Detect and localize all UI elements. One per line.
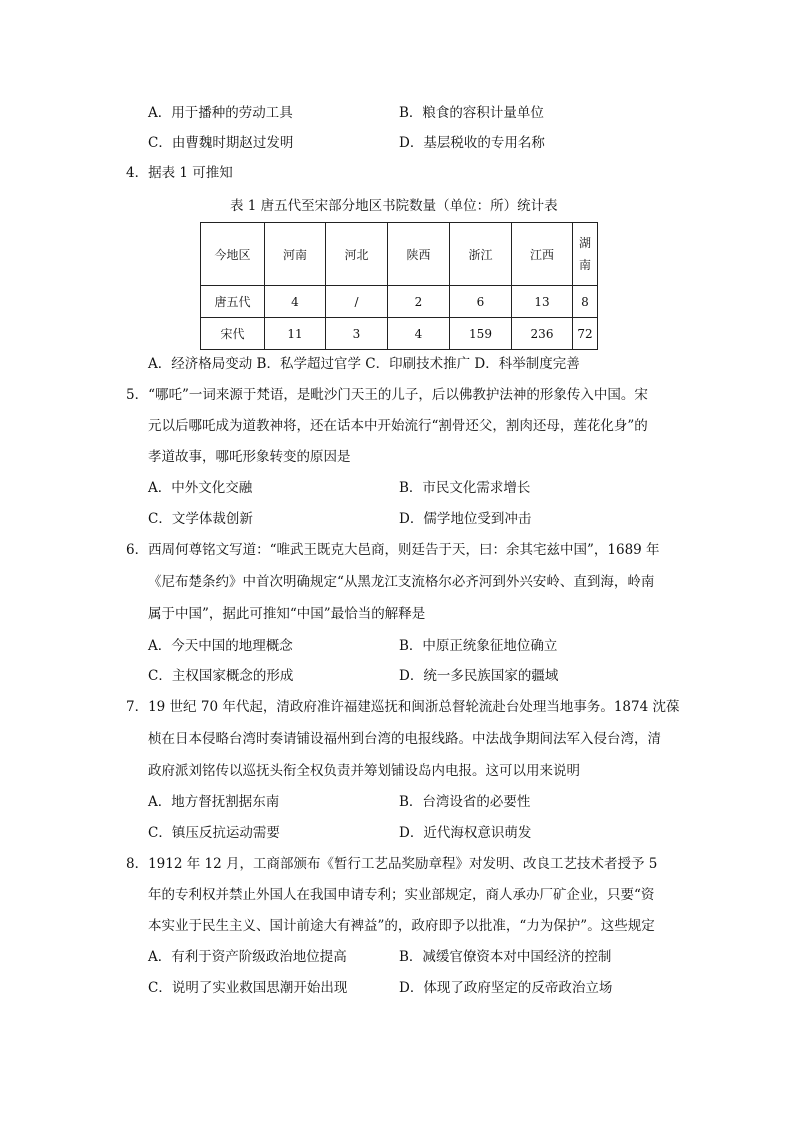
q5-option-b: B．市民文化需求增长 <box>399 480 531 496</box>
table-cell: 72 <box>573 318 598 350</box>
table-row <box>201 286 598 318</box>
q6-option-a: A．今天中国的地理概念 <box>148 638 293 654</box>
table-cell: 2 <box>388 286 450 318</box>
table-cell: 236 <box>512 318 573 350</box>
q8-stem-line: 本实业于民生主义、国计前途大有裨益”的，政府即予以批准，“力为保护”。这些规定 <box>148 918 655 934</box>
q7-stem-line: 政府派刘铭传以巡抚头衔全权负责并筹划铺设岛内电报。这可以用来说明 <box>148 763 580 779</box>
q5-option-a: A．中外文化交融 <box>148 480 253 496</box>
table-cell: 4 <box>265 286 326 318</box>
table-cell: 13 <box>512 286 573 318</box>
table-cell: 3 <box>326 318 388 350</box>
q8-option-c: C．说明了实业救国思潮开始出现 <box>148 980 348 996</box>
table-cell: 6 <box>450 286 512 318</box>
q7-stem-line: 7．19 世纪 70 年代起，清政府准许福建巡抚和闽浙总督轮流赴台处理当地事务。1874 沈葆 <box>126 699 680 715</box>
q6-stem-line: 6．西周何尊铭文写道：“唯武王既克大邑商，则廷告于天，曰：余其宅兹中国”，1689 年 <box>126 542 660 558</box>
q5-stem-line: 5．“哪吒”一词来源于梵语，是毗沙门天王的儿子，后以佛教护法神的形象传入中国。宋 <box>126 387 648 403</box>
q7-option-c: C．镇压反抗运动需要 <box>148 825 280 841</box>
q6-option-d: D．统一多民族国家的疆域 <box>399 668 559 684</box>
q3-option-c: C．由曹魏时期赵过发明 <box>148 135 294 151</box>
q6-stem-line: 《尼布楚条约》中首次明确规定“从黑龙江支流格尔必齐河到外兴安岭、直到海，岭南 <box>148 574 655 590</box>
table-cell: 宋代 <box>201 318 265 350</box>
table-cell: 8 <box>573 286 598 318</box>
table-header-cell: 今地区 <box>201 223 265 286</box>
q8-stem-line: 年的专利权并禁止外国人在我国申请专利；实业部规定，商人承办厂矿企业，只要“资 <box>148 887 655 903</box>
q6-stem-line: 属于中国”，据此可推知“中国”最恰当的解释是 <box>148 606 426 622</box>
table-header-cell <box>573 223 598 286</box>
q8-stem-line: 8．1912 年 12 月，工商部颁布《暂行工艺品奖励章程》对发明、改良工艺技术者授予 5 <box>126 856 658 872</box>
q4-table-caption: 表 1 唐五代至宋部分地区书院数量（单位：所）统计表 <box>230 198 558 214</box>
q6-option-c: C．主权国家概念的形成 <box>148 668 294 684</box>
table-cell: 159 <box>450 318 512 350</box>
table-header-cell: 江西 <box>512 223 573 286</box>
table-row <box>201 318 598 350</box>
table-header-row <box>201 223 598 286</box>
q7-option-d: D．近代海权意识萌发 <box>399 825 532 841</box>
table-header-cell: 浙江 <box>450 223 512 286</box>
q3-option-a: A．用于播种的劳动工具 <box>148 105 293 121</box>
q8-option-b: B．减缓官僚资本对中国经济的控制 <box>399 949 612 965</box>
table-header-vertical-label: 湖南 <box>579 236 592 272</box>
q7-option-b: B．台湾设省的必要性 <box>399 794 531 810</box>
q5-stem-line: 孝道故事，哪吒形象转变的原因是 <box>148 449 351 465</box>
table-cell: 11 <box>265 318 326 350</box>
table-cell: 4 <box>388 318 450 350</box>
q4-options: A．经济格局变动 B．私学超过官学 C．印刷技术推广 D．科举制度完善 <box>148 356 580 372</box>
q5-stem-line: 元以后哪吒成为道教神将，还在话本中开始流行“割骨还父，割肉还母，莲花化身”的 <box>148 418 648 434</box>
q6-option-b: B．中原正统象征地位确立 <box>399 638 558 654</box>
q5-option-c: C．文学体裁创新 <box>148 511 253 527</box>
table-header-cell: 河南 <box>265 223 326 286</box>
q8-option-d: D．体现了政府坚定的反帝政治立场 <box>399 980 613 996</box>
q5-option-d: D．儒学地位受到冲击 <box>399 511 532 527</box>
table-header-cell: 陕西 <box>388 223 450 286</box>
q3-option-d: D．基层税收的专用名称 <box>399 135 545 151</box>
table-header-cell: 河北 <box>326 223 388 286</box>
q7-stem-line: 桢在日本侵略台湾时奏请铺设福州到台湾的电报线路。中法战争期间法军入侵台湾，清 <box>148 731 661 747</box>
q7-option-a: A．地方督抚割据东南 <box>148 794 280 810</box>
table-cell: 唐五代 <box>201 286 265 318</box>
q3-option-b: B．粮食的容积计量单位 <box>399 105 544 121</box>
q8-option-a: A．有利于资产阶级政治地位提高 <box>148 949 347 965</box>
q4-stem: 4．据表 1 可推知 <box>126 165 233 181</box>
q4-statistics-table <box>200 222 598 350</box>
table-cell: / <box>326 286 388 318</box>
